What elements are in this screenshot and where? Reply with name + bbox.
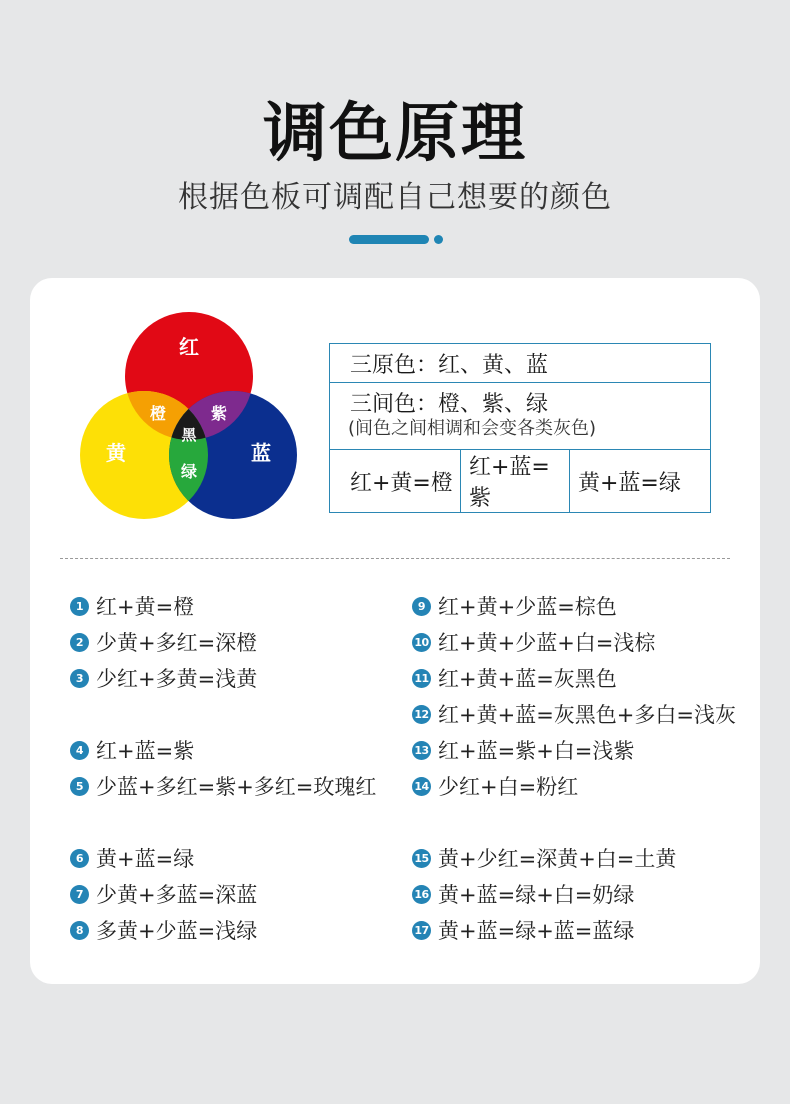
number-badge: 11 (412, 669, 431, 688)
page-subtitle: 根据色板可调配自己想要的颜色 (178, 180, 612, 215)
number-badge: 15 (412, 849, 431, 868)
number-badge: 1 (70, 597, 89, 616)
mix-text: 少红+多黄=浅黄 (96, 667, 258, 691)
mix-text: 红+黄=橙 (96, 595, 195, 619)
venn-label-black: 黑 (181, 426, 197, 444)
number-badge: 12 (412, 705, 431, 724)
mix-text: 红+黄+蓝=灰黑色+多白=浅灰 (438, 703, 736, 727)
mix-text: 黄+蓝=绿 (96, 847, 195, 871)
mix-text: 多黄+少蓝=浅绿 (96, 919, 258, 943)
mix-text: 少蓝+多红=紫+多红=玫瑰红 (96, 775, 377, 799)
secondary-colors-note: (间色之间相调和会变各类灰色) (348, 418, 597, 439)
list-item (412, 666, 617, 690)
page-title: 调色原理 (263, 97, 527, 171)
mix-text: 红+黄+少蓝+白=浅棕 (438, 631, 656, 655)
mix-text: 黄+蓝=绿+白=奶绿 (438, 883, 635, 907)
number-badge: 4 (70, 741, 89, 760)
secondary-colors-row (330, 383, 711, 450)
list-item (70, 846, 194, 870)
list-item (412, 918, 634, 942)
list-item (70, 774, 376, 798)
number-badge: 10 (412, 633, 431, 652)
mix-cell-green: 黄+蓝=绿 (570, 450, 711, 513)
secondary-colors-label: 三间色：橙、紫、绿 (350, 392, 549, 417)
number-badge: 9 (412, 597, 431, 616)
number-badge: 14 (412, 777, 431, 796)
decorative-dot (434, 235, 443, 244)
list-item (412, 594, 617, 618)
list-item (412, 846, 676, 870)
venn-label-yellow: 黄 (106, 441, 126, 465)
number-badge: 6 (70, 849, 89, 868)
list-item (70, 594, 194, 618)
list-item (412, 630, 655, 654)
number-badge: 2 (70, 633, 89, 652)
mix-cell-purple: 红+蓝=紫 (461, 450, 570, 513)
dashed-divider (60, 558, 730, 559)
mix-text: 少黄+多红=深橙 (96, 631, 258, 655)
list-item (70, 630, 257, 654)
primary-colors-table (329, 343, 711, 513)
mix-text: 黄+蓝=绿+蓝=蓝绿 (438, 919, 635, 943)
mix-text: 红+蓝=紫 (96, 739, 195, 763)
venn-label-orange: 橙 (149, 404, 167, 423)
number-badge: 13 (412, 741, 431, 760)
list-item (70, 666, 257, 690)
mix-text: 红+蓝=紫+白=浅紫 (438, 739, 635, 763)
mix-cell-orange: 红+黄=橙 (330, 450, 461, 513)
venn-label-blue: 蓝 (251, 441, 271, 465)
list-item (70, 918, 257, 942)
decorative-bar (349, 235, 429, 244)
list-item (70, 882, 257, 906)
venn-label-red: 红 (179, 335, 199, 359)
color-venn-diagram (80, 312, 300, 522)
number-badge: 3 (70, 669, 89, 688)
mix-text: 红+黄+少蓝=棕色 (438, 595, 617, 619)
number-badge: 5 (70, 777, 89, 796)
mix-text: 少红+白=粉红 (438, 775, 579, 799)
list-item (412, 702, 736, 726)
number-badge: 17 (412, 921, 431, 940)
content-card (30, 278, 760, 984)
mix-text: 红+黄+蓝=灰黑色 (438, 667, 617, 691)
list-item (412, 774, 578, 798)
number-badge: 7 (70, 885, 89, 904)
list-item (412, 882, 634, 906)
venn-label-green: 绿 (180, 462, 198, 481)
list-item (70, 738, 194, 762)
mix-text: 少黄+多蓝=深蓝 (96, 883, 258, 907)
number-badge: 8 (70, 921, 89, 940)
mix-text: 黄+少红=深黄+白=土黄 (438, 847, 677, 871)
list-item (412, 738, 634, 762)
primary-colors-row: 三原色：红、黄、蓝 (330, 344, 711, 383)
number-badge: 16 (412, 885, 431, 904)
venn-label-purple: 紫 (210, 404, 228, 423)
